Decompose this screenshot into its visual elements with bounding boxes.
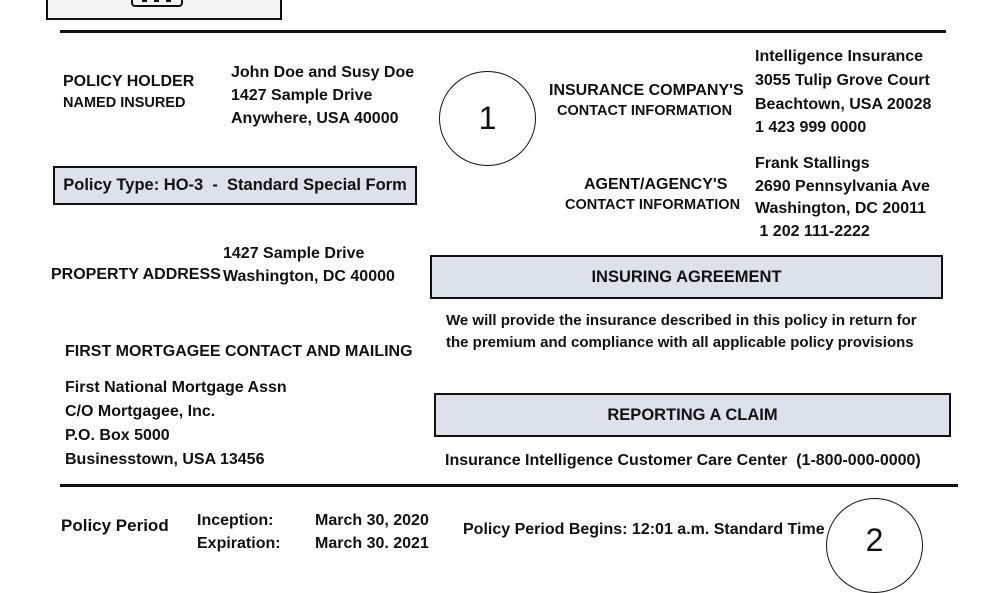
- reporting-claim-box: [434, 393, 951, 437]
- insurance-company-line: 1 423 999 0000: [755, 119, 867, 137]
- top-divider: [60, 30, 946, 33]
- insurance-company-line: Beachtown, USA 20028: [755, 95, 932, 113]
- expiration-label: Expiration:: [197, 535, 281, 552]
- printer-icon: [131, 0, 183, 10]
- agent-sublabel: CONTACT INFORMATION: [565, 197, 741, 213]
- agent-details: [755, 153, 930, 243]
- policy-holder-line: 1427 Sample Drive: [231, 87, 373, 104]
- policy-holder-line: John Doe and Susy Doe: [231, 64, 415, 81]
- mortgagee-line: First National Mortgage Assn: [65, 379, 287, 396]
- callout-2: 2: [826, 498, 923, 593]
- mortgagee-line: C/O Mortgagee, Inc.: [65, 403, 216, 420]
- bottom-divider: [60, 484, 958, 487]
- property-address-line: 1427 Sample Drive: [223, 245, 365, 262]
- policy-type-box: [53, 166, 417, 205]
- agent-line: 1 202 111-2222: [755, 222, 870, 240]
- policy-period-label: Policy Period: [61, 516, 169, 535]
- agent-line: Washington, DC 20011: [755, 200, 926, 217]
- insurance-company-label: INSURANCE COMPANY'S: [549, 82, 744, 99]
- policy-holder-line: Anywhere, USA 40000: [231, 110, 399, 127]
- property-address-details: [223, 242, 395, 288]
- callout-1: 1: [439, 71, 536, 166]
- policy-period-begins: Policy Period Begins: 12:01 a.m. Standard Time: [463, 521, 825, 538]
- insurance-company-line: 3055 Tulip Grove Court: [755, 71, 930, 89]
- mortgagee-line: P.O. Box 5000: [65, 427, 170, 444]
- mortgagee-details: [65, 376, 287, 472]
- agent-line: 2690 Pennsylvania Ave: [755, 177, 930, 195]
- insurance-company-details: [755, 45, 931, 140]
- agent-label: AGENT/AGENCY'S: [584, 176, 728, 193]
- insurance-company-sublabel: CONTACT INFORMATION: [557, 103, 733, 119]
- header-logo-box: [46, 0, 282, 20]
- insuring-agreement-line: the premium and compliance with all applicable policy provisions: [446, 334, 914, 351]
- expiration-date: March 30. 2021: [315, 535, 429, 552]
- agent-line: Frank Stallings: [755, 155, 870, 172]
- insuring-agreement-title: INSURING AGREEMENT: [591, 267, 782, 286]
- insuring-agreement-box: [430, 255, 943, 299]
- policy-holder-label: POLICY HOLDER: [63, 73, 195, 90]
- reporting-claim-text: Insurance Intelligence Customer Care Center (1-800-000-0000): [445, 452, 921, 469]
- reporting-claim-title: REPORTING A CLAIM: [607, 405, 778, 424]
- inception-label: Inception:: [197, 512, 274, 529]
- insuring-agreement-line: We will provide the insurance described in this policy in return for: [446, 312, 917, 329]
- named-insured-label: NAMED INSURED: [63, 95, 186, 111]
- property-address-label: PROPERTY ADDRESS: [51, 266, 221, 283]
- mortgagee-label: FIRST MORTGAGEE CONTACT AND MAILING: [65, 343, 413, 360]
- insuring-agreement-text: [446, 310, 917, 354]
- inception-date: March 30, 2020: [315, 512, 429, 529]
- property-address-line: Washington, DC 40000: [223, 268, 395, 285]
- mortgagee-line: Businesstown, USA 13456: [65, 451, 265, 468]
- policy-holder-details: [231, 61, 414, 130]
- insurance-company-line: Intelligence Insurance: [755, 48, 924, 65]
- policy-type-text: Policy Type: HO-3 - Standard Special Form: [63, 176, 407, 194]
